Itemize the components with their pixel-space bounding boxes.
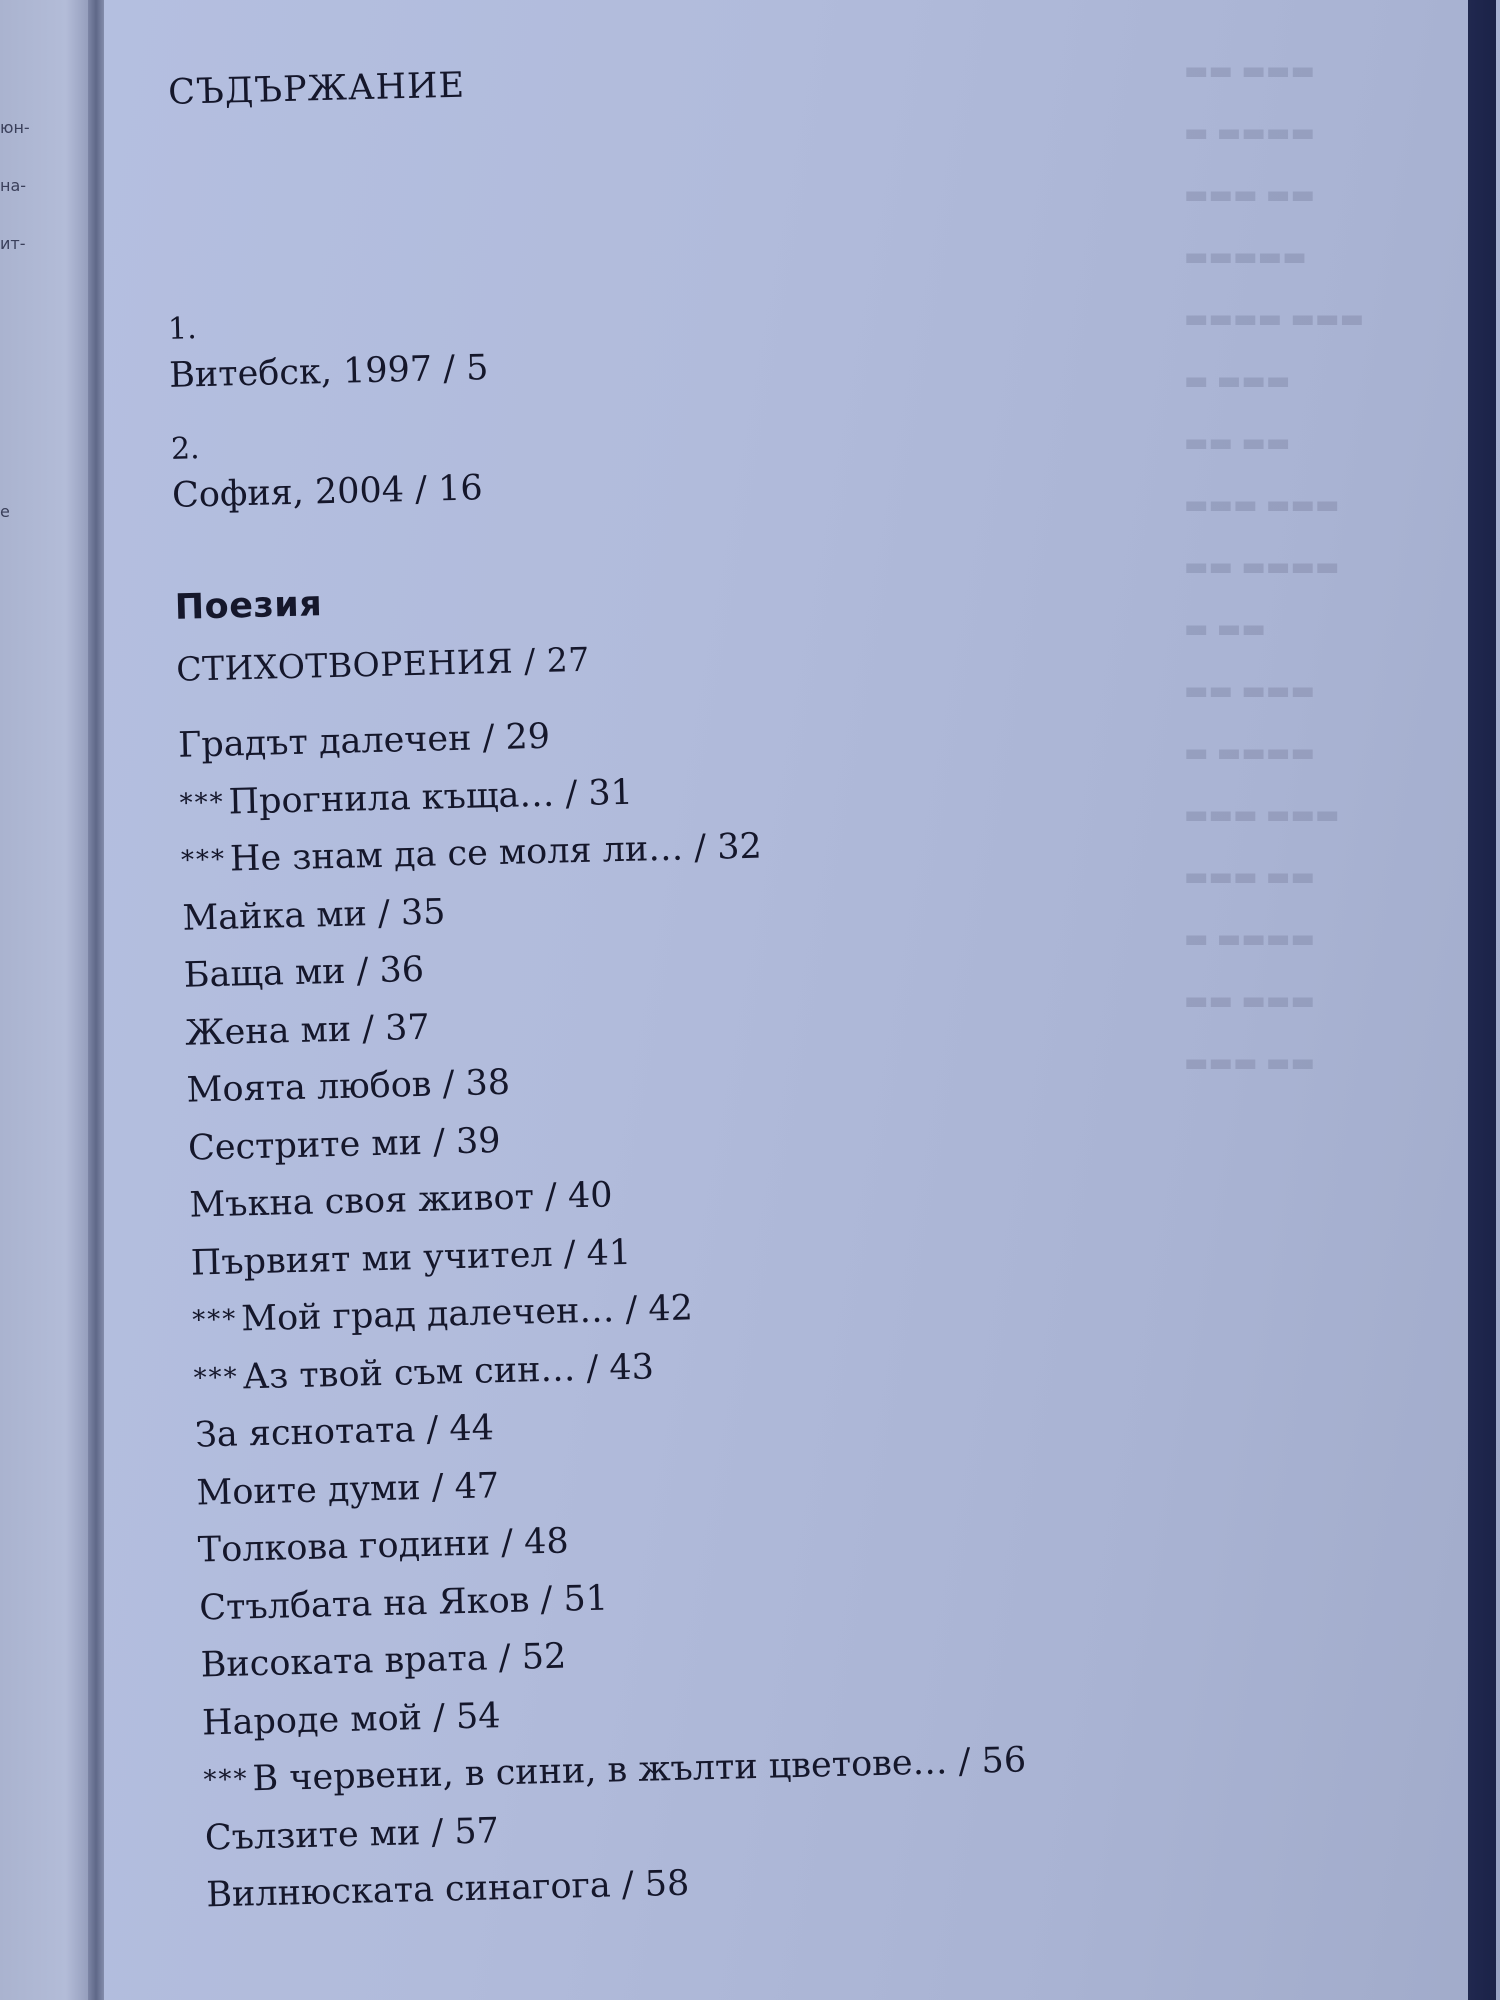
poem-title: Мой град далечен… / 42	[240, 1288, 694, 1340]
poem-title: Майка ми / 35	[181, 891, 446, 939]
section-heading: Поезия	[174, 584, 323, 628]
toc-entry	[195, 1408, 495, 1455]
asterisks-marker: ***	[180, 844, 227, 876]
toc-entry	[197, 1521, 569, 1570]
toc-entry: Витебск, 1997 / 5	[168, 348, 489, 396]
poem-title: За яснотата / 44	[194, 1408, 495, 1456]
asterisks-marker: ***	[203, 1764, 249, 1796]
poem-title: Стълбата на Яков / 51	[198, 1578, 609, 1629]
asterisks-marker: ***	[193, 1361, 240, 1394]
poem-title: Толкова години / 48	[197, 1521, 570, 1571]
poem-title: Сестрите ми / 39	[187, 1120, 501, 1169]
poem-title: Вилнюската синагога / 58	[205, 1863, 690, 1916]
poem-title: Сълзите ми / 57	[204, 1810, 500, 1858]
toc-entry	[188, 1121, 501, 1169]
part-number: 1.	[167, 311, 198, 347]
toc-entry: София, 2004 / 16	[171, 468, 484, 516]
left-page-fragment: ит-	[0, 234, 26, 253]
poem-title: Не знам да се моля ли… / 32	[229, 826, 763, 880]
toc-entry	[200, 1637, 566, 1686]
toc-entry	[203, 1740, 1027, 1800]
table-of-contents	[160, 0, 1409, 1999]
contents-page	[104, 0, 1496, 2000]
toc-entry	[199, 1578, 609, 1628]
toc-entry	[185, 1007, 430, 1053]
toc-entry	[206, 1864, 690, 1916]
show-through-text: ▬▬▬ ▬▬ ▬▬▬▬ ▬ ▬▬ ▬▬▬ ▬▬▬▬▬ ▬▬▬ ▬▬▬▬ ▬▬▬ ▬ ▬▬ ▬▬ ▬▬▬ ▬▬▬ ▬▬▬▬ ▬▬ ▬▬ ▬ ▬▬▬ ▬▬ ▬▬▬▬ ▬ ▬▬▬ ▬▬▬ ▬▬ ▬▬▬ ▬▬▬▬ ▬ ▬▬▬ ▬▬ ▬▬ ▬▬▬	[1184, 56, 1365, 1078]
toc-entry	[183, 950, 424, 996]
poem-title: Моите думи / 47	[196, 1465, 500, 1514]
toc-entry	[202, 1696, 501, 1743]
cover-edge	[1468, 0, 1496, 2000]
poem-title: Жена ми / 37	[184, 1007, 431, 1054]
toc-entry	[186, 1063, 510, 1111]
poem-title: Градът далечен / 29	[177, 716, 551, 766]
left-facing-page	[0, 0, 94, 2000]
toc-entry	[178, 717, 551, 766]
toc-entry	[196, 1466, 500, 1513]
toc-entry	[179, 772, 633, 823]
poem-title: Високата врата / 52	[200, 1636, 567, 1686]
poem-title: Моята любов / 38	[186, 1062, 511, 1111]
part-number: 2.	[170, 431, 201, 467]
toc-entry	[190, 1232, 631, 1283]
toc-entry	[193, 1347, 654, 1398]
poem-title: Първият ми учител / 41	[190, 1232, 632, 1284]
asterisks-marker: ***	[179, 787, 225, 819]
toc-entry	[181, 827, 763, 881]
page-title: съдържание	[167, 50, 466, 116]
left-page-fragment: юн-	[0, 118, 30, 137]
toc-entry	[182, 892, 446, 938]
cycle-heading: СТИХОТВОРЕНИЯ / 27	[175, 639, 591, 689]
poem-title: В червени, в сини, в жълти цветове… / 56	[252, 1740, 1027, 1800]
toc-entry	[204, 1811, 499, 1858]
poem-title: Баща ми / 36	[183, 949, 425, 996]
asterisks-marker: ***	[191, 1304, 238, 1336]
left-page-fragment: е	[0, 502, 10, 521]
poem-title: Аз твой съм син… / 43	[242, 1346, 655, 1397]
toc-entry	[192, 1288, 694, 1340]
poem-title: Мъкна своя живот / 40	[188, 1175, 613, 1226]
left-page-fragment: на-	[0, 176, 27, 195]
poem-title: Народе мой / 54	[201, 1695, 501, 1743]
toc-entry	[189, 1175, 613, 1225]
poem-title: Прогнила къща… / 31	[228, 772, 634, 823]
